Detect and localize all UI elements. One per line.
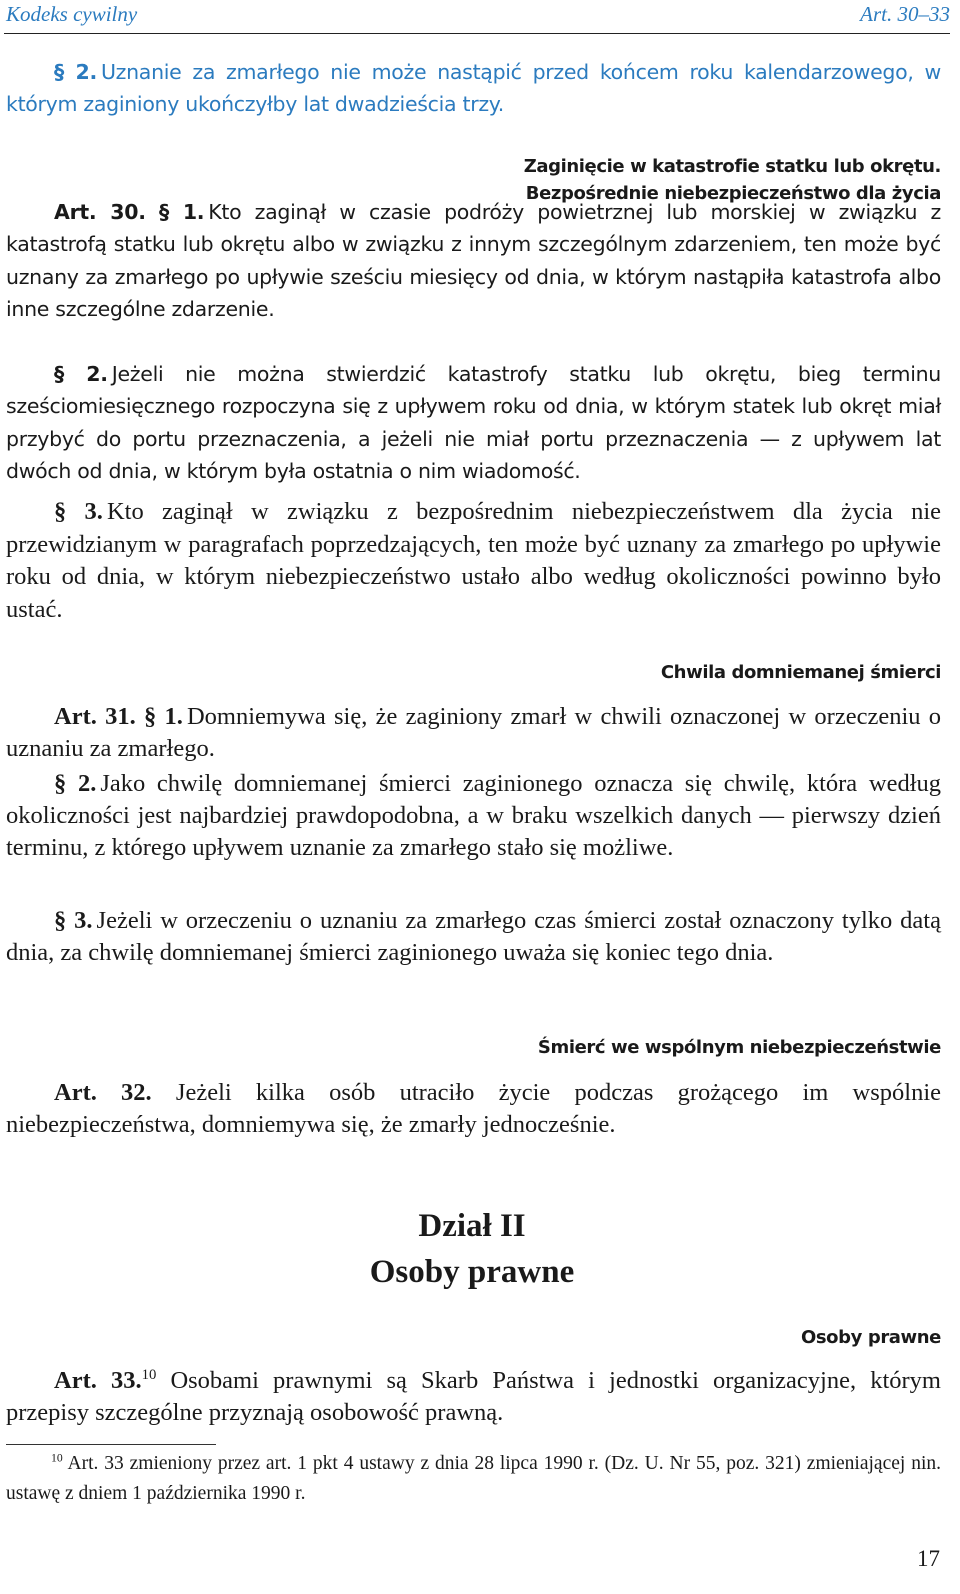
footnote — [6, 1449, 941, 1509]
paragraph-text: Domniemywa się, że zaginiony zmarł w chwili oznaczonej w orzeczeniu o uznaniu za zmarłego. — [6, 703, 942, 763]
art29-para-2 — [6, 56, 941, 121]
paragraph-number: § 1. — [144, 703, 183, 730]
running-header — [6, 0, 950, 26]
paragraph-number: § 3. — [54, 498, 103, 525]
paragraph-number: § 1. — [158, 200, 205, 224]
art31-para-2 — [6, 768, 941, 865]
article-text: Jeżeli kilka osób utraciło życie podczas grożącego im wspólnie niebezpieczeństwa, domniemywa się, że zmarły jednocześnie. — [6, 1079, 941, 1139]
header-title: Kodeks cywilny — [6, 2, 138, 26]
paragraph-text: Jako chwilę domniemanej śmierci zaginionego oznacza się chwilę, która według okoliczności jest najbardziej prawdopodobna, a w braku wszelkich danych — pierwszy dzień terminu, z którego upływem uznanie za zmarłego stało się możliwe. — [6, 770, 941, 862]
paragraph-text: Uznanie za zmarłego nie może nastąpić przed końcem roku kalendarzowego, w którym zaginiony ukończyłby lat dwadzieścia trzy. — [6, 60, 941, 117]
footnote-rule — [6, 1444, 216, 1445]
art30-para-2 — [6, 358, 941, 488]
article-label: Art. 32. — [54, 1079, 152, 1106]
article-label: Art. 31. — [54, 703, 136, 730]
art33-caption: Osoby prawne — [800, 1327, 941, 1348]
paragraph-number: § 2. — [54, 770, 97, 797]
article-label: Art. 30. — [54, 200, 146, 224]
paragraph-number: § 2. — [54, 60, 97, 84]
paragraph-number: § 2. — [54, 362, 108, 386]
art30-para-3 — [6, 496, 941, 626]
article-text: Osobami prawnymi są Skarb Państwa i jednostki organizacyjne, którym przepisy szczególne przyznają osobowość prawną. — [6, 1367, 941, 1427]
art31-para-3 — [6, 905, 941, 969]
division-title: Osoby prawne — [369, 1254, 575, 1290]
art31-para-1 — [6, 701, 941, 765]
paragraph-text: Kto zaginął w czasie podróży powietrznej lub morskiej w związku z katastrofą statku lub okrętu albo w związku z innym szczególnym zdarzeniem, ten może być uznany za zmarłego po upływie sześciu miesięcy od dnia, w którym nastąpiła katastrofa albo inne szczególne zdarzenie. — [6, 200, 941, 322]
page-number: 17 — [917, 1546, 940, 1571]
art31-caption: Chwila domniemanej śmierci — [660, 662, 941, 683]
art32-text — [6, 1077, 941, 1141]
paragraph-number: § 3. — [54, 907, 93, 934]
division-number: Dział II — [418, 1208, 526, 1244]
paragraph-text: Jeżeli w orzeczeniu o uznaniu za zmarłego czas śmierci został oznaczony tylko datą dnia, za chwilę domniemanej śmierci zaginionego uważa się koniec tego dnia. — [6, 907, 941, 967]
footnote-ref[interactable]: 10 — [141, 1366, 157, 1383]
art32-caption: Śmierć we wspólnym niebezpieczeństwie — [537, 1037, 941, 1058]
paragraph-text: Jeżeli nie można stwierdzić katastrofy statku lub okrętu, bieg terminu sześciomiesięcznego rozpoczyna się z upływem roku od dnia, w którym statek lub okręt miał przybyć do portu przeznaczenia, a jeżeli nie miał portu przeznaczenia — z upływem lat dwóch od dnia, w którym była ostatnia o nim wiadomość. — [6, 362, 941, 484]
art30-caption-line1: Zaginięcie w katastrofie statku lub okrętu. — [523, 156, 941, 177]
art30-caption-line2: Bezpośrednie niebezpieczeństwo dla życia — [525, 182, 941, 204]
art30-para-1 — [6, 196, 941, 326]
header-article-range: Art. 30–33 — [860, 2, 950, 26]
footnote-number: 10 — [51, 1451, 63, 1465]
art33-text — [6, 1365, 941, 1429]
footnote-text: Art. 33 zmieniony przez art. 1 pkt 4 ustawy z dnia 28 lipca 1990 r. (Dz. U. Nr 55, poz. 321) zmieniającej nin. ustawę z dniem 1 października 1990 r. — [6, 1453, 941, 1504]
header-rule — [4, 33, 950, 34]
paragraph-text: Kto zaginął w związku z bezpośrednim niebezpieczeństwem dla życia nie przewidzianym w paragrafach poprzedzających, ten może być uznany za zmarłego po upływie roku od dnia, w którym niebezpieczeństwo ustało albo według okoliczności powinno było ustać. — [6, 498, 941, 623]
article-label: Art. 33. — [54, 1367, 142, 1394]
